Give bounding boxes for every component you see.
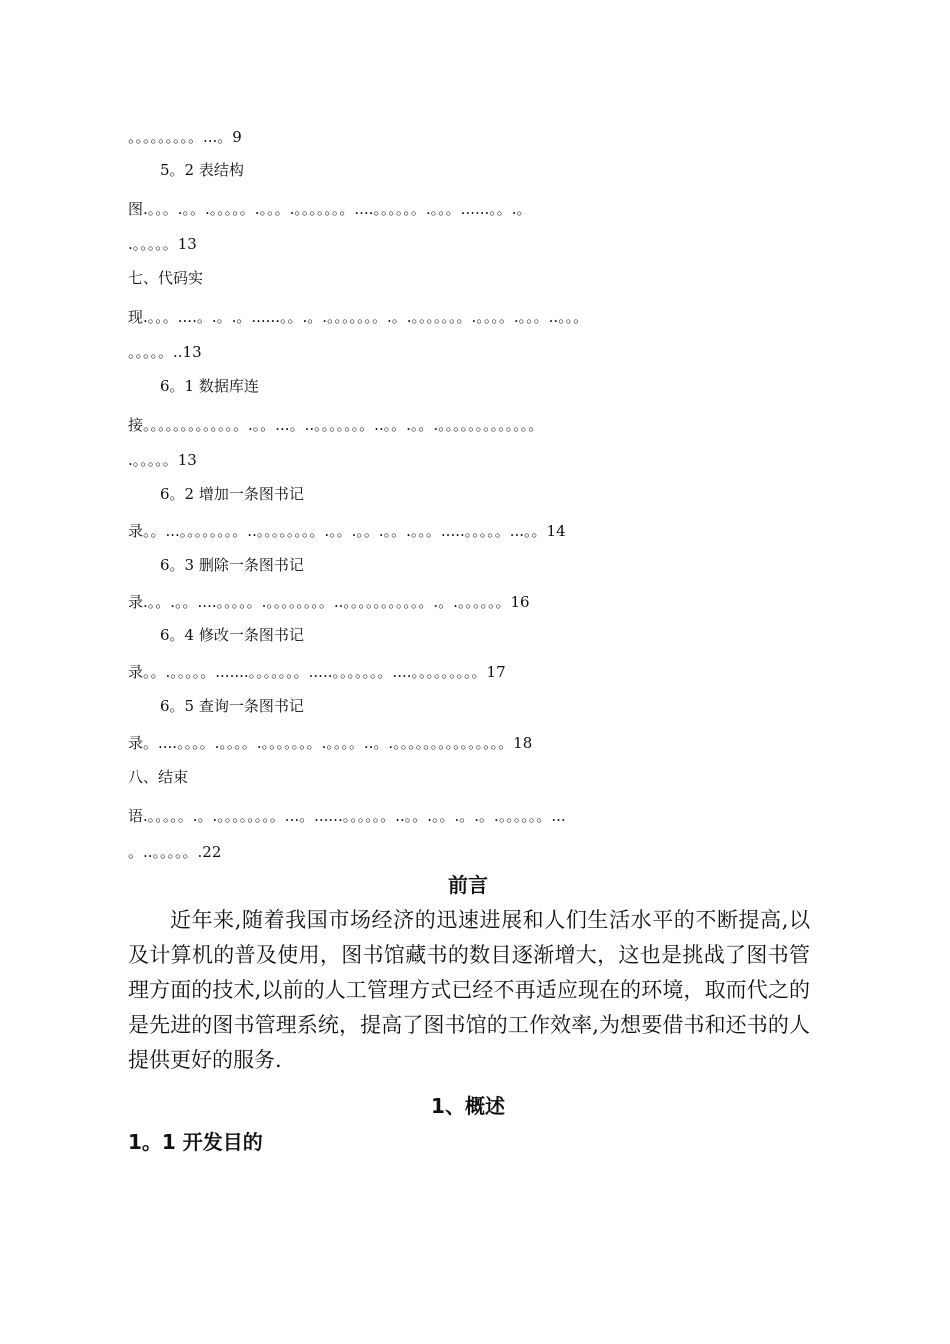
section-1-1-title: 1。1 开发目的	[128, 1130, 263, 1154]
toc-entry-7: 七、代码实	[128, 269, 204, 287]
toc-line: 语.。。。。。.。.。。。。。。。。...。......。。。。。。..。。.。。.。.。.。。。。。。...	[128, 807, 566, 825]
preface-body: 近年来,随着我国市场经济的迅速进展和人们生活水平的不断提高,以及计算机的普及使用，图书馆藏书的数目逐渐增大，这也是挑战了图书管理方面的技术,以前的人工管理方式已经不再适应现在的环境，取而代之的是先进的图书管理系统，提高了图书馆的工作效率,为想要借书和还书的人提供更好的服务.	[128, 908, 810, 1072]
toc-entry-6-1: 6。1 数据库连	[160, 377, 259, 395]
toc-line: 接。。。。。。。。。。。。。.。。...。..。。。。。。。..。。.。。.。。。。。。。。。。。。。	[128, 416, 544, 434]
toc-line: 。..。。。。。.22	[128, 843, 222, 861]
toc-entry-6-3: 6。3 删除一条图书记	[160, 556, 304, 574]
toc-entry-6-5: 6。5 查询一条图书记	[160, 697, 304, 715]
toc-line: 录。....。。。。.。。。。.。。。。。。。.。。。。..。.。。。。。。。。。。。。。。。18	[128, 734, 533, 752]
preface-title: 前言	[448, 873, 488, 897]
toc-line: .。。。。。13	[128, 235, 197, 253]
toc-line: 录.。。.。。....。。。。。.。。。。。。。。..。。。。。。。。。。。.。.。。。。。。16	[128, 593, 530, 611]
toc-line: 现.。。。....。.。.。......。。.。.。。。。。。。.。.。。。。。。。.。。。。.。。。..。。。	[128, 308, 589, 326]
toc-entry-6-4: 6。4 修改一条图书记	[160, 626, 304, 644]
toc-line: .。。。。。13	[128, 451, 197, 469]
toc-line: 图.。。。.。。.。。。。。.。。。.。。。。。。。....。。。。。。.。。。......。。.。	[128, 200, 532, 218]
toc-line: 录。。...。。。。。。。。..。。。。。。。。.。。.。。.。。.。。。.....。。。。。...。。14	[128, 522, 566, 540]
toc-line: 。。。。。..13	[128, 343, 202, 361]
toc-entry-6-2: 6。2 增加一条图书记	[160, 485, 304, 503]
toc-line: 录。。.。。。。。.......。。。。。。。.....。。。。。。。....。。。。。。。。。17	[128, 663, 506, 681]
section-1-title: 1、概述	[431, 1094, 505, 1118]
toc-line: 。。。。。。。。。...。9	[128, 128, 242, 146]
toc-entry-5-2: 5。2 表结构	[160, 161, 244, 179]
toc-entry-8: 八、结束	[128, 768, 189, 786]
